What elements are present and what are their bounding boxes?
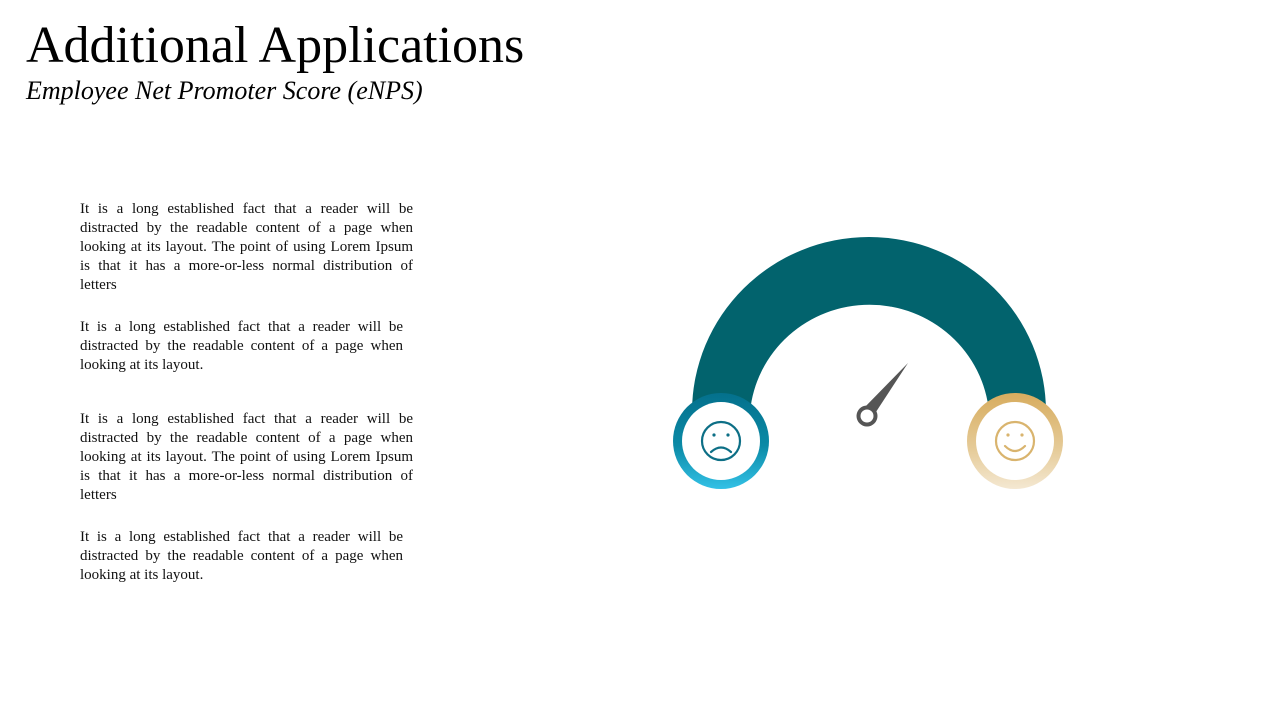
page-title: Additional Applications [26, 17, 525, 74]
body-paragraph-2: It is a long established fact that a reader will be distracted by the readable content of a page when looking at its layout. [80, 319, 403, 373]
detractor-badge [673, 393, 769, 489]
body-paragraph-1: It is a long established fact that a reader will be distracted by the readable content of a page when looking at its layout. The point of using Lorem Ipsum is that it has a more-or-less normal distribution of letters [80, 201, 413, 293]
page-subtitle: Employee Net Promoter Score (eNPS) [26, 76, 423, 105]
enps-gauge [660, 225, 1080, 505]
body-paragraph-3: It is a long established fact that a reader will be distracted by the readable content of a page when looking at its layout. The point of using Lorem Ipsum is that it has a more-or-less normal distribution of letters [80, 411, 413, 503]
gauge-arc [692, 237, 1046, 412]
body-paragraph-4: It is a long established fact that a reader will be distracted by the readable content of a page when looking at its layout. [80, 529, 403, 583]
promoter-badge [967, 393, 1063, 489]
gauge-needle [857, 363, 909, 427]
